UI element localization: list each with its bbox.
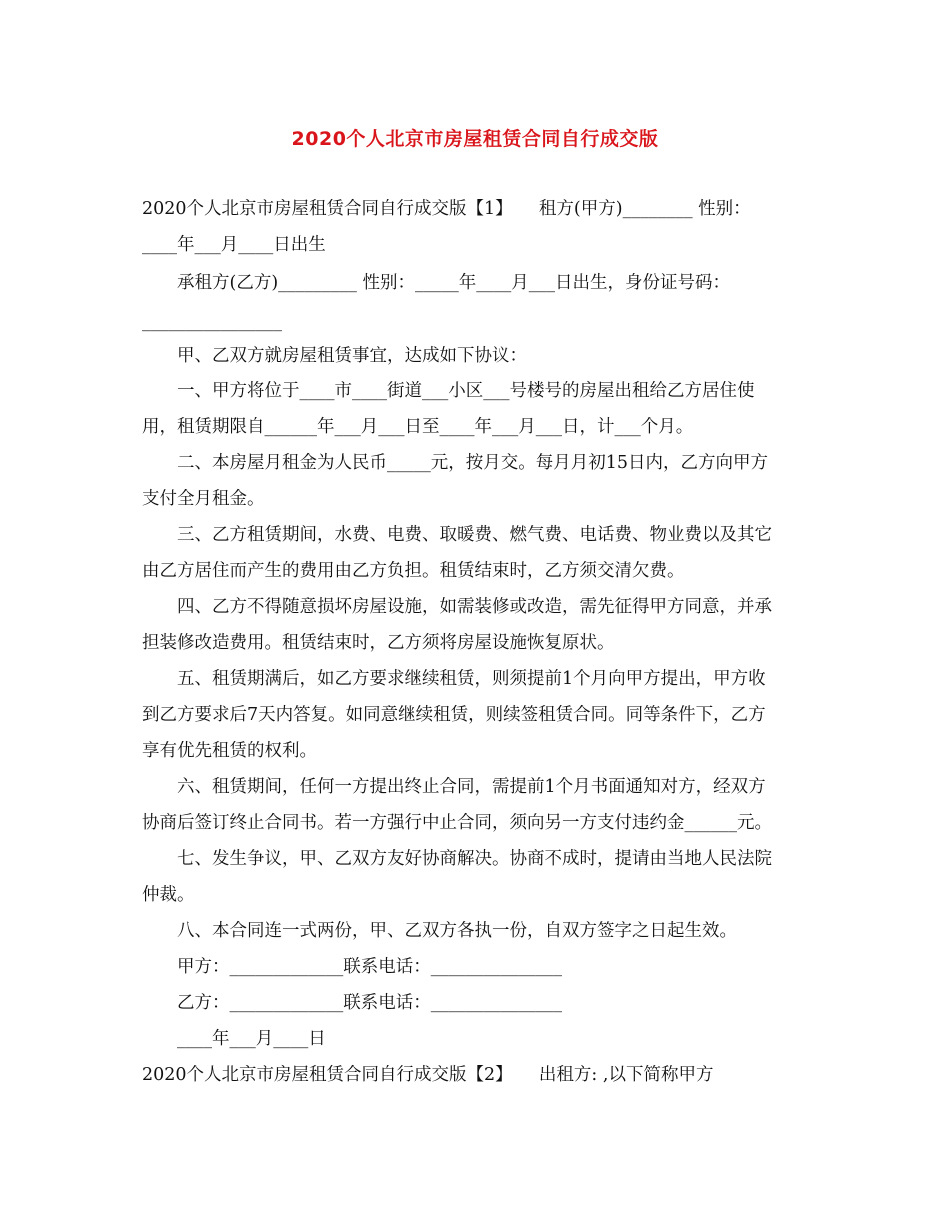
text-line: ____年___月____日出生 [142,235,326,255]
text-line: 二、本房屋月租金为人民币_____元，按月交。每月月初15日内，乙方向甲方 [177,453,769,473]
text-line: 2020个人北京市房屋租赁合同自行成交版【2】 出租方: ,以下简称甲方 [142,1065,714,1085]
text-line: 甲方：_____________联系电话：_______________ [177,957,562,977]
text-line: 乙方：_____________联系电话：_______________ [177,993,562,1013]
text-line: 六、租赁期间，任何一方提出终止合同，需提前1个月书面通知对方，经双方 [177,777,766,797]
text-line: ________________ [142,312,282,332]
text-line: 由乙方居住而产生的费用由乙方负担。租赁结束时，乙方须交清欠费。 [142,561,685,581]
text-line: 甲、乙双方就房屋租赁事宜，达成如下协议： [177,346,527,366]
text-line: 四、乙方不得随意损坏房屋设施，如需装修或改造，需先征得甲方同意，并承 [177,597,772,617]
text-line: 用，租赁期限自______年___月___日至____年___月___日，计___个月。 [142,417,694,437]
text-line: 五、租赁期满后，如乙方要求继续租赁，则须提前1个月向甲方提出，甲方收 [177,669,766,689]
text-line: 一、甲方将位于____市____街道___小区___号楼号的房屋出租给乙方居住使 [177,381,755,401]
text-line: 支付全月租金。 [142,489,265,509]
text-line: ____年___月____日 [177,1029,326,1049]
text-line: 担装修改造费用。租赁结束时，乙方须将房屋设施恢复原状。 [142,633,615,653]
text-line: 承租方(乙方)_________ 性别：_____年____月___日出生，身份证号码： [177,273,730,293]
document-title: 2020个人北京市房屋租赁合同自行成交版 [291,128,659,150]
text-line: 协商后签订终止合同书。若一方强行中止合同，须向另一方支付违约金______元。 [142,813,772,833]
text-line: 八、本合同连一式两份，甲、乙双方各执一份，自双方签字之日起生效。 [177,921,737,941]
text-line: 七、发生争议，甲、乙双方友好协商解决。协商不成时，提请由当地人民法院 [177,849,772,869]
text-line: 2020个人北京市房屋租赁合同自行成交版【1】 租方(甲方)________ 性别： [142,199,751,219]
text-line: 享有优先租赁的权利。 [142,741,317,761]
text-line: 三、乙方租赁期间，水费、电费、取暖费、燃气费、电话费、物业费以及其它 [177,525,772,545]
text-line: 仲裁。 [142,885,195,905]
text-line: 到乙方要求后7天内答复。如同意继续租赁，则续签租赁合同。同等条件下，乙方 [142,705,766,725]
